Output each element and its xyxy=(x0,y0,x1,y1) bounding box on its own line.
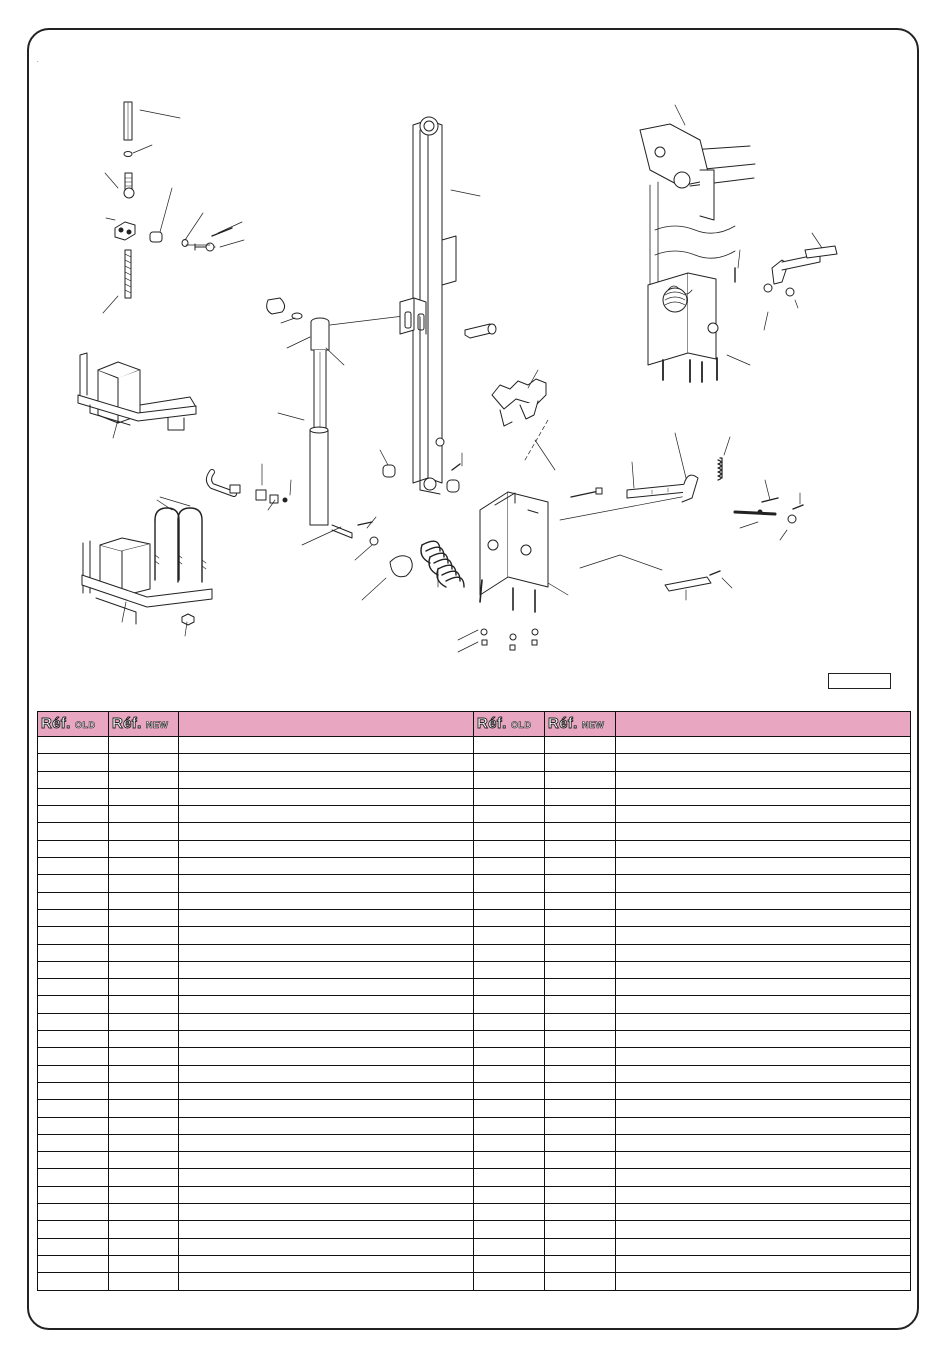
table-cell xyxy=(38,1134,109,1151)
table-cell xyxy=(38,927,109,944)
table-cell xyxy=(38,823,109,840)
table-cell xyxy=(545,754,616,771)
table-cell xyxy=(474,754,545,771)
table-row xyxy=(38,979,911,996)
table-cell xyxy=(38,1117,109,1134)
table-cell xyxy=(38,1031,109,1048)
table-cell xyxy=(179,944,474,961)
table-cell xyxy=(38,858,109,875)
table-cell xyxy=(109,1238,179,1255)
table-cell xyxy=(474,875,545,892)
table-cell xyxy=(545,927,616,944)
table-cell xyxy=(109,979,179,996)
table-cell xyxy=(545,823,616,840)
table-row xyxy=(38,1152,911,1169)
table-cell xyxy=(474,1013,545,1030)
table-cell xyxy=(616,1169,911,1186)
table-cell xyxy=(38,979,109,996)
table-cell xyxy=(474,1048,545,1065)
table-row xyxy=(38,1031,911,1048)
table-row xyxy=(38,875,911,892)
table-cell xyxy=(474,858,545,875)
table-cell xyxy=(109,944,179,961)
compression-spring xyxy=(421,541,464,587)
table-cell xyxy=(616,1048,911,1065)
table-cell xyxy=(38,1204,109,1221)
table-cell xyxy=(474,1255,545,1272)
table-cell xyxy=(109,1204,179,1221)
table-cell xyxy=(616,1082,911,1099)
table-cell xyxy=(38,1082,109,1099)
table-cell xyxy=(545,875,616,892)
table-cell xyxy=(616,961,911,978)
table-cell xyxy=(109,1255,179,1272)
table-cell xyxy=(109,840,179,857)
table-cell xyxy=(38,1100,109,1117)
table-cell xyxy=(474,909,545,926)
table-row xyxy=(38,1013,911,1030)
table-cell xyxy=(38,1013,109,1030)
table-cell xyxy=(545,771,616,788)
table-row xyxy=(38,1255,911,1272)
table-cell xyxy=(616,1221,911,1238)
table-cell xyxy=(179,1152,474,1169)
table-cell xyxy=(616,979,911,996)
table-cell xyxy=(616,754,911,771)
table-cell xyxy=(38,892,109,909)
table-cell xyxy=(109,1013,179,1030)
table-row xyxy=(38,823,911,840)
table-cell xyxy=(545,944,616,961)
table-row xyxy=(38,996,911,1013)
table-cell xyxy=(545,1134,616,1151)
table-cell xyxy=(474,1273,545,1290)
bent-pipe-fitting xyxy=(209,464,291,510)
table-cell xyxy=(616,737,911,754)
table-row xyxy=(38,944,911,961)
table-cell xyxy=(179,754,474,771)
table-cell xyxy=(109,1134,179,1151)
table-cell xyxy=(474,927,545,944)
table-cell xyxy=(38,1186,109,1203)
table-cell xyxy=(545,1169,616,1186)
table-cell xyxy=(179,1031,474,1048)
table-cell xyxy=(616,823,911,840)
table-cell xyxy=(179,1238,474,1255)
table-cell xyxy=(616,1117,911,1134)
table-cell xyxy=(545,996,616,1013)
table-cell xyxy=(474,788,545,805)
table-cell xyxy=(179,1082,474,1099)
table-cell xyxy=(179,909,474,926)
table-cell xyxy=(38,771,109,788)
table-cell xyxy=(109,737,179,754)
table-cell xyxy=(616,1204,911,1221)
table-cell xyxy=(474,1082,545,1099)
table-cell xyxy=(179,840,474,857)
table-cell xyxy=(179,806,474,823)
table-header-row xyxy=(38,712,911,737)
table-cell xyxy=(109,771,179,788)
table-cell xyxy=(474,944,545,961)
table-cell xyxy=(616,1065,911,1082)
table-cell xyxy=(616,1255,911,1272)
table-cell xyxy=(179,1065,474,1082)
header-ref-new: Réf. NEW xyxy=(109,712,179,737)
table-cell xyxy=(616,806,911,823)
table-row xyxy=(38,1117,911,1134)
table-cell xyxy=(474,1134,545,1151)
table-cell xyxy=(474,1221,545,1238)
table-cell xyxy=(109,788,179,805)
table-cell xyxy=(38,1048,109,1065)
table-cell xyxy=(179,1100,474,1117)
table-cell xyxy=(109,892,179,909)
table-cell xyxy=(179,1273,474,1290)
table-cell xyxy=(179,979,474,996)
table-cell xyxy=(474,961,545,978)
table-cell xyxy=(179,961,474,978)
table-cell xyxy=(616,1013,911,1030)
tall-mast xyxy=(380,117,496,494)
table-cell xyxy=(38,1152,109,1169)
table-cell xyxy=(545,788,616,805)
table-cell xyxy=(109,875,179,892)
table-cell xyxy=(109,858,179,875)
table-cell xyxy=(474,1204,545,1221)
table-cell xyxy=(109,1152,179,1169)
table-cell xyxy=(545,1100,616,1117)
table-cell xyxy=(38,1238,109,1255)
table-cell xyxy=(545,737,616,754)
table-cell xyxy=(474,892,545,909)
header-description-2 xyxy=(616,712,911,737)
table-cell xyxy=(179,875,474,892)
table-cell xyxy=(616,788,911,805)
table-cell xyxy=(179,1117,474,1134)
table-cell xyxy=(179,1221,474,1238)
table-cell xyxy=(179,858,474,875)
table-cell xyxy=(474,823,545,840)
table-cell xyxy=(179,1169,474,1186)
table-cell xyxy=(545,1065,616,1082)
table-row xyxy=(38,927,911,944)
table-cell xyxy=(109,806,179,823)
table-row xyxy=(38,737,911,754)
table-cell xyxy=(474,1100,545,1117)
table-row xyxy=(38,771,911,788)
table-cell xyxy=(616,996,911,1013)
table-cell xyxy=(109,1117,179,1134)
table-cell xyxy=(38,909,109,926)
table-cell xyxy=(545,1273,616,1290)
table-cell xyxy=(545,858,616,875)
table-cell xyxy=(38,961,109,978)
table-row xyxy=(38,1186,911,1203)
table-cell xyxy=(545,1013,616,1030)
table-cell xyxy=(38,944,109,961)
table-cell xyxy=(474,1117,545,1134)
table-cell xyxy=(616,1100,911,1117)
table-cell xyxy=(109,754,179,771)
table-cell xyxy=(545,1186,616,1203)
table-cell xyxy=(179,927,474,944)
table-cell xyxy=(38,788,109,805)
table-cell xyxy=(38,875,109,892)
table-cell xyxy=(616,909,911,926)
mounted-frame-assembly xyxy=(640,105,837,382)
table-cell xyxy=(179,996,474,1013)
table-cell xyxy=(474,737,545,754)
tow-bracket-upper xyxy=(78,353,196,438)
table-cell xyxy=(109,1273,179,1290)
table-row xyxy=(38,754,911,771)
table-row xyxy=(38,1273,911,1290)
clamp-spring-assembly xyxy=(362,370,692,652)
table-cell xyxy=(545,840,616,857)
table-row xyxy=(38,1238,911,1255)
table-cell xyxy=(616,1152,911,1169)
table-row xyxy=(38,840,911,857)
table-cell xyxy=(545,1117,616,1134)
table-cell xyxy=(109,927,179,944)
table-row xyxy=(38,1048,911,1065)
table-cell xyxy=(179,1013,474,1030)
table-cell xyxy=(545,1255,616,1272)
table-cell xyxy=(109,1186,179,1203)
table-cell xyxy=(545,909,616,926)
table-cell xyxy=(616,892,911,909)
table-cell xyxy=(545,1238,616,1255)
table-cell xyxy=(38,840,109,857)
table-row xyxy=(38,1134,911,1151)
table-row xyxy=(38,909,911,926)
table-cell xyxy=(545,892,616,909)
table-cell xyxy=(109,823,179,840)
table-cell xyxy=(179,1186,474,1203)
table-row xyxy=(38,1221,911,1238)
table-cell xyxy=(616,875,911,892)
table-cell xyxy=(474,806,545,823)
assembly-rod-eyebolt xyxy=(103,102,244,313)
table-cell xyxy=(38,1273,109,1290)
telescopic-post xyxy=(267,298,412,560)
table-cell xyxy=(474,1169,545,1186)
table-cell xyxy=(179,823,474,840)
table-cell xyxy=(474,1031,545,1048)
table-row xyxy=(38,892,911,909)
reference-box xyxy=(828,673,891,689)
header-ref-new-2: Réf. NEW xyxy=(545,712,616,737)
table-cell xyxy=(109,1100,179,1117)
table-cell xyxy=(38,754,109,771)
table-cell xyxy=(616,944,911,961)
parts-table xyxy=(37,711,911,1291)
table-cell xyxy=(179,1134,474,1151)
table-cell xyxy=(179,771,474,788)
table-cell xyxy=(545,806,616,823)
table-cell xyxy=(109,1031,179,1048)
table-cell xyxy=(545,1221,616,1238)
table-cell xyxy=(38,1221,109,1238)
table-cell xyxy=(474,1152,545,1169)
header-ref-old: Réf. OLD xyxy=(38,712,109,737)
table-cell xyxy=(474,979,545,996)
header-ref-old-2: Réf. OLD xyxy=(474,712,545,737)
table-cell xyxy=(109,1169,179,1186)
table-cell xyxy=(545,979,616,996)
table-cell xyxy=(38,1169,109,1186)
table-cell xyxy=(109,1065,179,1082)
parts-table-body xyxy=(38,737,911,1291)
corner-mark: . xyxy=(37,58,39,64)
table-cell xyxy=(616,1134,911,1151)
table-row xyxy=(38,1204,911,1221)
table-cell xyxy=(474,996,545,1013)
table-cell xyxy=(109,1221,179,1238)
table-cell xyxy=(109,909,179,926)
table-cell xyxy=(545,1048,616,1065)
table-cell xyxy=(474,771,545,788)
table-cell xyxy=(109,996,179,1013)
table-cell xyxy=(179,892,474,909)
table-cell xyxy=(179,788,474,805)
table-row xyxy=(38,1065,911,1082)
table-cell xyxy=(179,1204,474,1221)
table-cell xyxy=(545,1082,616,1099)
table-cell xyxy=(616,1186,911,1203)
table-cell xyxy=(616,1238,911,1255)
table-cell xyxy=(109,1082,179,1099)
table-row xyxy=(38,1169,911,1186)
table-cell xyxy=(545,961,616,978)
table-row xyxy=(38,1100,911,1117)
table-cell xyxy=(616,1273,911,1290)
lever-pin-assembly xyxy=(627,433,803,600)
table-row xyxy=(38,806,911,823)
table-cell xyxy=(38,737,109,754)
table-cell xyxy=(109,961,179,978)
table-cell xyxy=(179,1048,474,1065)
table-row xyxy=(38,1082,911,1099)
table-cell xyxy=(38,806,109,823)
table-cell xyxy=(545,1031,616,1048)
table-cell xyxy=(38,1255,109,1272)
header-description xyxy=(179,712,474,737)
table-cell xyxy=(616,1031,911,1048)
table-row xyxy=(38,858,911,875)
table-cell xyxy=(545,1204,616,1221)
table-cell xyxy=(474,840,545,857)
table-cell xyxy=(179,737,474,754)
table-cell xyxy=(474,1065,545,1082)
table-cell xyxy=(616,840,911,857)
table-cell xyxy=(38,996,109,1013)
table-cell xyxy=(109,1048,179,1065)
table-cell xyxy=(545,1152,616,1169)
table-cell xyxy=(38,1065,109,1082)
tow-bracket-lower xyxy=(82,497,212,636)
table-cell xyxy=(474,1238,545,1255)
table-cell xyxy=(616,771,911,788)
table-cell xyxy=(474,1186,545,1203)
table-row xyxy=(38,788,911,805)
table-row xyxy=(38,961,911,978)
table-cell xyxy=(616,927,911,944)
table-cell xyxy=(179,1255,474,1272)
table-cell xyxy=(616,858,911,875)
